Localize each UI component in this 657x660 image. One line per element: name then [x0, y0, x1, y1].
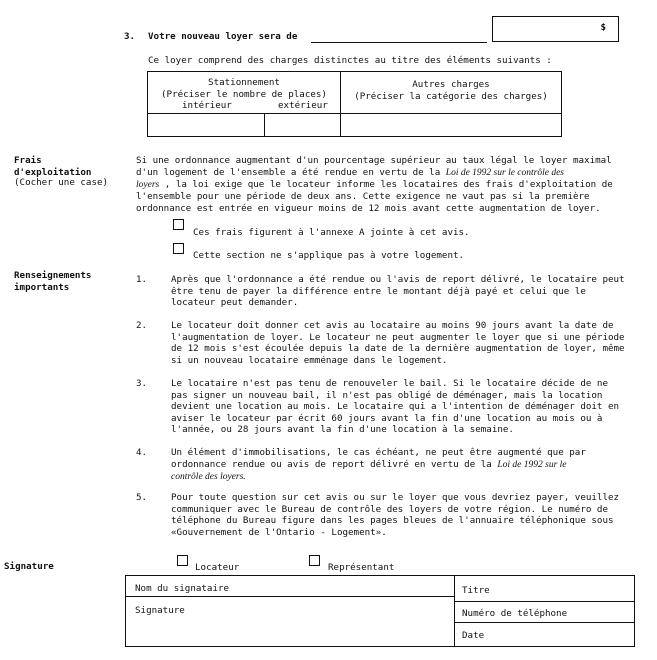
- important-item-span: ordonnance rendue ou avis de report délivré en vertu de la: [171, 458, 492, 470]
- important-item-line: être tenu de payer la différence entre le montant déjà payé et celui que le: [171, 285, 586, 297]
- important-item-line: Pour toute question sur cet avis ou sur le loyer que vous devriez payer, veuillez: [171, 492, 620, 503]
- operating-text-span: , la loi exige que le locateur informe les locataires des frais d'exploitation de: [164, 179, 613, 190]
- operating-text-line: [136, 167, 564, 180]
- important-item-line: aviser le locateur par écrit 60 jours avant la fin d'une location au mois ou à: [171, 412, 603, 424]
- parking-header-hint: (Préciser le nombre de places): [161, 88, 327, 100]
- important-item-line: pas signer un nouveau bail, il n'est pas obligé de déménager, mais la location: [171, 389, 603, 401]
- parking-exterior-field[interactable]: [266, 115, 339, 135]
- signature-field[interactable]: [206, 598, 452, 645]
- rent-item-number: 3.: [124, 31, 136, 42]
- important-item-number: 3.: [136, 378, 148, 389]
- signature-heading: Signature: [4, 561, 54, 572]
- parking-header-title: Stationnement: [208, 77, 280, 88]
- table-divider: [454, 622, 634, 623]
- signature-label: Signature: [135, 605, 185, 616]
- table-divider: [126, 596, 454, 597]
- important-item-line: Le locateur doit donner cet avis au locataire au moins 90 jours avant la date de: [171, 320, 614, 331]
- signature-table: [125, 575, 635, 647]
- operating-heading-line: Frais: [14, 155, 42, 166]
- important-heading-line: Renseignements: [14, 270, 92, 281]
- important-item-3: [171, 378, 619, 436]
- option-not-applicable-checkbox[interactable]: [173, 243, 184, 254]
- title-label: Titre: [462, 585, 490, 596]
- law-title: loyers: [136, 180, 160, 190]
- parking-interior-field[interactable]: [149, 115, 263, 135]
- important-item-line: Un élément d'immobilisations, le cas échéant, ne peut être augmenté que par: [171, 447, 586, 458]
- table-divider: [454, 601, 634, 602]
- option-annex-a-checkbox[interactable]: [173, 219, 184, 230]
- parking-header: [148, 77, 340, 100]
- important-item-line: «Gouvernement de l'Ontario - Logement».: [171, 526, 387, 538]
- important-item-number: 2.: [136, 320, 148, 331]
- rent-label: Votre nouveau loyer sera de: [148, 31, 298, 42]
- other-charges-header: [341, 79, 561, 102]
- other-charges-hint: (Préciser la catégorie des charges): [354, 90, 548, 102]
- landlord-label: Locateur: [195, 562, 240, 573]
- currency-symbol: $: [600, 22, 606, 33]
- important-item-2: [171, 320, 625, 366]
- operating-text-line: l'ensemble pour une période de deux ans. Cette exigence ne vaut pas si la première: [136, 191, 590, 202]
- parking-interior-label: intérieur: [182, 100, 232, 111]
- rent-amount-box[interactable]: [492, 16, 619, 42]
- important-item-number: 1.: [136, 274, 148, 285]
- operating-heading: [14, 155, 91, 178]
- operating-text-span: d'un logement de l'ensemble a été rendue en vertu de la: [136, 167, 441, 178]
- operating-heading-line: d'exploitation: [14, 166, 92, 178]
- table-divider: [148, 113, 561, 114]
- other-charges-title: Autres charges: [412, 79, 490, 90]
- title-field[interactable]: [506, 577, 633, 600]
- option-not-applicable-label: Cette section ne s'applique pas à votre logement.: [193, 250, 465, 261]
- important-item-line: l'augmentation de loyer. Le locateur ne peut augmenter le loyer que si une période: [171, 331, 625, 343]
- phone-label: Numéro de téléphone: [462, 608, 568, 619]
- signer-name-field[interactable]: [256, 577, 452, 595]
- important-item-line: l'année, ou 28 jours avant la fin d'une location à la semaine.: [171, 424, 514, 435]
- important-heading-line: importants: [14, 281, 70, 293]
- other-charges-field[interactable]: [342, 115, 560, 135]
- law-title: Loi de 1992 sur le: [497, 459, 567, 470]
- important-item-line: de 12 mois s'est écoulée depuis la date de la dernière augmentation de loyer, même: [171, 343, 625, 354]
- table-divider: [454, 576, 455, 646]
- important-item-line: locateur peut demander.: [171, 297, 299, 308]
- law-title: contrôle des loyers.: [171, 472, 246, 482]
- important-item-line: Après que l'ordonnance a été rendue ou l'avis de report délivré, le locataire peut: [171, 274, 625, 285]
- important-item-number: 5.: [136, 492, 148, 503]
- important-item-line: téléphone du Bureau figure dans les pages bleues de l'annuaire téléphonique sous: [171, 515, 614, 526]
- charges-intro: Ce loyer comprend des charges distinctes au titre des éléments suivants :: [148, 55, 552, 66]
- law-title: Loi de 1992 sur le contrôle des: [445, 168, 564, 178]
- rent-amount-line[interactable]: [311, 42, 487, 43]
- table-divider: [264, 113, 265, 136]
- agent-checkbox[interactable]: [309, 555, 320, 566]
- phone-field[interactable]: [576, 603, 633, 621]
- parking-exterior-label: extérieur: [278, 100, 328, 111]
- important-item-line: devient une location au mois. Le locataire qui a l'intention de déménager doit en: [171, 401, 620, 412]
- operating-text-line: [136, 179, 613, 192]
- important-item-line: [171, 459, 586, 472]
- important-item-1: [171, 274, 625, 309]
- important-item-line: communiquer avec le Bureau de contrôle des loyers de votre région. Le numéro de: [171, 503, 608, 515]
- option-annex-a-label: Ces frais figurent à l'annexe A jointe à cet avis.: [193, 227, 470, 238]
- important-item-4: [171, 447, 586, 484]
- important-item-number: 4.: [136, 447, 148, 458]
- important-item-5: [171, 492, 619, 538]
- signer-name-label: Nom du signataire: [135, 583, 230, 594]
- important-item-line: [171, 471, 586, 484]
- date-field[interactable]: [506, 624, 633, 645]
- date-label: Date: [462, 630, 485, 641]
- important-item-line: si un nouveau locataire emménage dans le logement.: [171, 354, 448, 366]
- important-heading: [14, 270, 91, 293]
- operating-text-line: Si une ordonnance augmentant d'un pourcentage supérieur au taux légal le loyer maximal: [136, 155, 612, 166]
- operating-text-line: ordonnance est entrée en vigueur moins de 12 mois avant cette augmentation de loyer.: [136, 203, 601, 214]
- important-item-line: Le locataire n'est pas tenu de renouveler le bail. Si le locataire décide de ne: [171, 378, 608, 389]
- operating-subheading: (Cocher une case): [14, 177, 109, 188]
- agent-label: Représentant: [328, 562, 395, 573]
- landlord-checkbox[interactable]: [177, 555, 188, 566]
- charges-table: [147, 71, 562, 137]
